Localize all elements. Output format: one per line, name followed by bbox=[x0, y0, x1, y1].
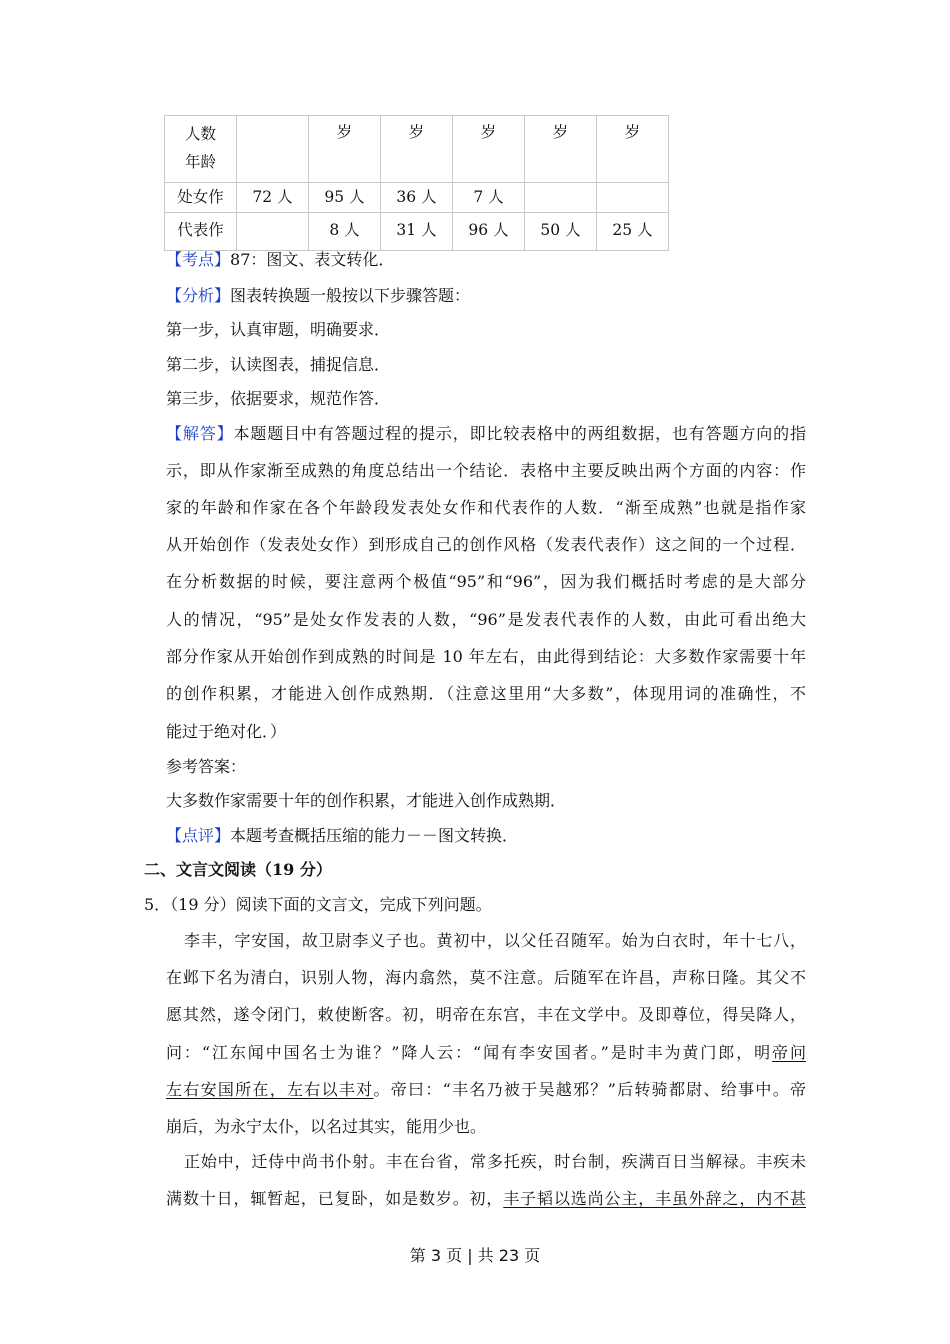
section-tag: 【解答】 bbox=[166, 424, 234, 443]
text-segment: 本题题目中有答题过程的提示，即比较表格中的两组数据，也有答题方向的指 bbox=[233, 424, 806, 443]
table-cell bbox=[237, 213, 309, 251]
text-segment: 李丰，字安国，故卫尉李义子也。黄初中，以父任召随军。始为白衣时，年十七八， bbox=[184, 931, 806, 950]
table-cell: 36 人 bbox=[381, 183, 453, 213]
text-segment: 87：图文、表文转化． bbox=[230, 250, 395, 269]
header-label-age: 年龄 bbox=[184, 153, 216, 171]
table-cell bbox=[525, 183, 597, 213]
text-line bbox=[184, 1151, 806, 1173]
text-segment: 参考答案： bbox=[166, 757, 247, 776]
text-segment: 在分析数据的时候，要注意两个极值“95”和“96”，因为我们概括时考虑的是大部分 bbox=[166, 572, 806, 591]
row-label: 处女作 bbox=[165, 183, 237, 213]
text-line bbox=[166, 646, 806, 668]
text-line bbox=[166, 683, 806, 705]
text-line bbox=[166, 1004, 806, 1026]
text-segment: 家的年龄和作家在各个年龄段发表处女作和代表作的人数．“渐至成熟”也就是指作家 bbox=[166, 498, 806, 517]
section-tag: 【考点】 bbox=[166, 250, 231, 269]
text-segment: 大多数作家需要十年的创作积累，才能进入创作成熟期． bbox=[166, 791, 567, 810]
text-segment: 从开始创作（发表处女作）到形成自己的创作风格（发表代表作）这之间的一个过程． bbox=[166, 535, 806, 554]
table-header-cell: 岁 bbox=[453, 116, 525, 183]
section-tag: 【分析】 bbox=[166, 286, 231, 305]
table-cell: 8 人 bbox=[309, 213, 381, 251]
table-header-row bbox=[165, 116, 669, 183]
table-corner-cell bbox=[165, 116, 237, 183]
table-cell: 25 人 bbox=[597, 213, 669, 251]
text-segment: 本题考查概括压缩的能力－－图文转换． bbox=[230, 826, 519, 845]
table-cell: 95 人 bbox=[309, 183, 381, 213]
text-line bbox=[166, 497, 806, 519]
text-segment: 第一步，认真审题，明确要求． bbox=[166, 320, 391, 339]
text-line bbox=[166, 285, 806, 307]
text-line bbox=[166, 609, 806, 631]
underlined-text: 丰子韬以选尚公主，丰虽外辞之，内不甚 bbox=[503, 1189, 806, 1208]
text-segment: 问：“江东闻中国名士为谁？”降人云：“闻有李安国者。”是时丰为黄门郎，明 bbox=[166, 1043, 773, 1062]
text-segment: 5．（19 分）阅读下面的文言文，完成下列问题。 bbox=[144, 895, 492, 914]
text-segment: 。帝曰：“丰名乃被于吴越邪？”后转骑都尉、给事中。帝 bbox=[373, 1080, 806, 1099]
underlined-text: 左右安国所在，左右以丰对 bbox=[166, 1080, 374, 1099]
text-line bbox=[166, 825, 806, 847]
row-label: 代表作 bbox=[165, 213, 237, 251]
text-line bbox=[166, 1042, 806, 1064]
text-line bbox=[166, 249, 806, 271]
text-line bbox=[166, 756, 806, 778]
text-segment: 的创作积累，才能进入创作成熟期．（注意这里用“大多数”，体现用词的准确性，不 bbox=[166, 684, 806, 703]
text-segment: 第三步，依据要求，规范作答． bbox=[166, 389, 391, 408]
text-line bbox=[166, 571, 806, 593]
text-line bbox=[144, 894, 784, 916]
table-header-cell: 岁 bbox=[597, 116, 669, 183]
text-segment: 愿其然，遂令闭门，敕使断客。初，明帝在东宫，丰在文学中。及即尊位，得吴降人， bbox=[166, 1005, 806, 1024]
text-segment: 能过于绝对化．） bbox=[166, 722, 287, 741]
table-row bbox=[165, 213, 669, 251]
table-header-cell: 岁 bbox=[309, 116, 381, 183]
text-line bbox=[166, 721, 806, 743]
text-line bbox=[166, 423, 806, 445]
text-segment: 在邺下名为清白，识别人物，海内翕然，莫不注意。后随军在许昌，声称日隆。其父不 bbox=[166, 968, 806, 987]
underlined-text: 帝问 bbox=[772, 1043, 806, 1062]
text-segment: 第二步，认读图表，捕捉信息． bbox=[166, 355, 391, 374]
table-cell: 50 人 bbox=[525, 213, 597, 251]
text-line bbox=[166, 1116, 806, 1138]
text-segment: 人的情况，“95”是处女作发表的人数，“96”是发表代表作的人数，由此可看出绝大 bbox=[166, 610, 806, 629]
text-line bbox=[166, 534, 806, 556]
age-works-table bbox=[164, 115, 669, 251]
table-cell bbox=[597, 183, 669, 213]
text-segment: 部分作家从开始创作到成熟的时间是 10 年左右，由此得到结论：大多数作家需要十年 bbox=[166, 647, 806, 666]
table-row bbox=[165, 183, 669, 213]
text-segment: 正始中，迁侍中尚书仆射。丰在台省，常多托疾，时台制，疾满百日当解禄。丰疾未 bbox=[184, 1152, 806, 1171]
table-header-cell: 岁 bbox=[381, 116, 453, 183]
text-line bbox=[166, 790, 806, 812]
text-line bbox=[144, 859, 784, 881]
text-line bbox=[184, 930, 806, 952]
text-line bbox=[166, 1079, 806, 1101]
table-cell: 72 人 bbox=[237, 183, 309, 213]
text-line bbox=[166, 319, 806, 341]
header-label-count: 人数 bbox=[184, 125, 216, 143]
text-segment: 二、文言文阅读（19 分） bbox=[144, 860, 332, 879]
table-cell: 7 人 bbox=[453, 183, 525, 213]
text-line bbox=[166, 354, 806, 376]
table-header-cell: 岁 bbox=[525, 116, 597, 183]
text-segment: 崩后，为永宁太仆，以名过其实，能用少也。 bbox=[166, 1117, 487, 1136]
table-header-cell bbox=[237, 116, 309, 183]
text-line bbox=[166, 460, 806, 482]
text-line bbox=[166, 967, 806, 989]
text-line bbox=[166, 388, 806, 410]
page-footer: 第 3 页 | 共 23 页 bbox=[409, 1246, 541, 1265]
table-cell: 96 人 bbox=[453, 213, 525, 251]
text-segment: 图表转换题一般按以下步骤答题： bbox=[230, 286, 471, 305]
text-segment: 满数十日，辄暂起，已复卧，如是数岁。初， bbox=[166, 1189, 504, 1208]
text-segment: 示，即从作家渐至成熟的角度总结出一个结论．表格中主要反映出两个方面的内容：作 bbox=[166, 461, 806, 480]
table-cell: 31 人 bbox=[381, 213, 453, 251]
text-line bbox=[166, 1188, 806, 1210]
section-tag: 【点评】 bbox=[166, 826, 231, 845]
